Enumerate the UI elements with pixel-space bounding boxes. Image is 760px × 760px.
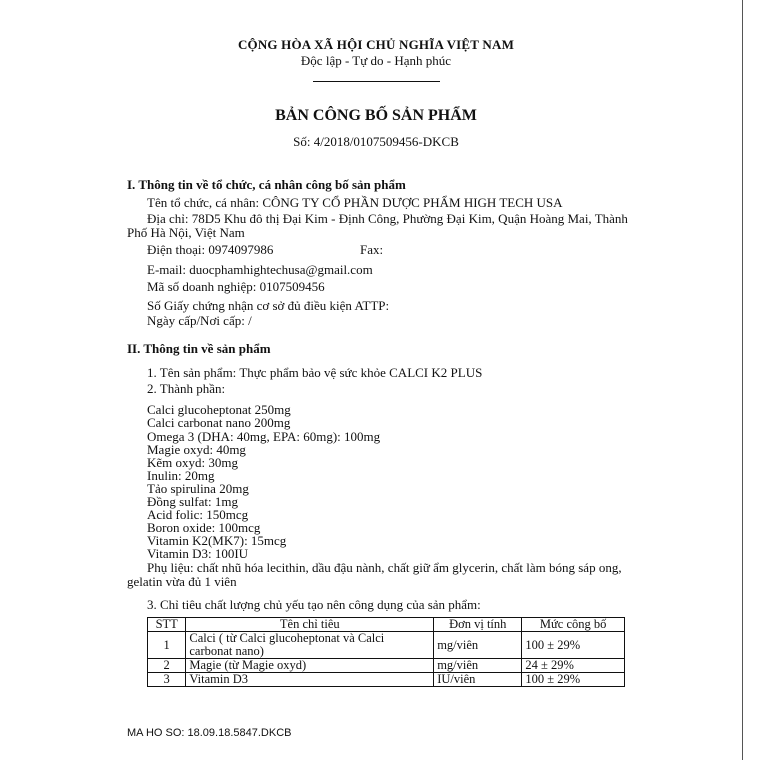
composition-label: 2. Thành phần: [147, 381, 226, 396]
excipients-line-1: Phụ liệu: chất nhũ hóa lecithin, dầu đậu nành, chất giữ ẩm glycerin, chất làm bóng sáp ong, [147, 560, 622, 575]
address-line-2: Phố Hà Nội, Việt Nam [127, 225, 245, 240]
address-line-1: Địa chỉ: 78D5 Khu đô thị Đại Kim - Định Công, Phường Đại Kim, Quận Hoàng Mai, Thành [147, 211, 628, 226]
cell-unit: IU/viên [434, 673, 522, 687]
document-number: Số: 4/2018/0107509456-DKCB [293, 134, 459, 149]
ingredient-item: Calci glucoheptonat 250mg [147, 402, 291, 417]
ingredient-item: Magie oxyd: 40mg [147, 442, 246, 457]
ingredient-item: Boron oxide: 100mcg [147, 520, 261, 535]
cell-level: 100 ± 29% [522, 632, 625, 659]
header-name: Tên chỉ tiêu [186, 618, 434, 632]
cell-stt: 3 [148, 673, 186, 687]
email: E-mail: duocphamhightechusa@gmail.com [147, 262, 373, 277]
section-1-heading: I. Thông tin về tổ chức, cá nhân công bố sản phẩm [127, 177, 406, 192]
table-header-row [148, 618, 625, 632]
phone: Điện thoại: 0974097986 [147, 242, 274, 257]
cell-stt: 1 [148, 632, 186, 659]
ingredient-item: Đồng sulfat: 1mg [147, 494, 238, 509]
cell-unit: mg/viên [434, 659, 522, 673]
ingredient-item: Vitamin D3: 100IU [147, 546, 249, 561]
ingredient-item: Omega 3 (DHA: 40mg, EPA: 60mg): 100mg [147, 429, 381, 444]
fax: Fax: [360, 242, 384, 257]
cell-name: Vitamin D3 [186, 673, 434, 687]
quality-label: 3. Chỉ tiêu chất lượng chủ yếu tạo nên công dụng của sản phẩm: [147, 597, 481, 612]
record-code: MA HO SO: 18.09.18.5847.DKCB [127, 727, 292, 739]
issue-date: Ngày cấp/Nơi cấp: / [147, 313, 252, 328]
section-2-heading: II. Thông tin về sản phẩm [127, 341, 271, 356]
cell-name: Calci ( từ Calci glucoheptonat và Calci carbonat nano) [186, 632, 434, 659]
table-row [148, 632, 625, 659]
excipients-line-2: gelatin vừa đủ 1 viên [127, 574, 237, 589]
org-name: Tên tổ chức, cá nhân: CÔNG TY CỔ PHẦN DƯỢC PHẨM HIGH TECH USA [147, 195, 563, 210]
ingredient-item: Vitamin K2(MK7): 15mcg [147, 533, 287, 548]
country-header: CỘNG HÒA XÃ HỘI CHỦ NGHĨA VIỆT NAM [237, 37, 515, 52]
cell-name: Magie (từ Magie oxyd) [186, 659, 434, 673]
quality-table [147, 617, 625, 687]
table-row [148, 659, 625, 673]
business-code: Mã số doanh nghiệp: 0107509456 [147, 279, 325, 294]
header-stt: STT [148, 618, 186, 632]
header-level: Mức công bố [522, 618, 625, 632]
ingredient-item: Tảo spirulina 20mg [147, 481, 249, 496]
header-unit: Đơn vị tính [434, 618, 522, 632]
ingredient-item: Acid folic: 150mcg [147, 507, 249, 522]
cell-level: 100 ± 29% [522, 673, 625, 687]
product-name: 1. Tên sản phẩm: Thực phẩm bảo vệ sức khỏe CALCI K2 PLUS [147, 365, 483, 380]
table-row [148, 673, 625, 687]
ingredient-item: Calci carbonat nano 200mg [147, 415, 291, 430]
motto: Độc lập - Tự do - Hạnh phúc [300, 53, 452, 68]
ingredient-item: Kẽm oxyd: 30mg [147, 455, 238, 470]
cell-unit: mg/viên [434, 632, 522, 659]
cell-level: 24 ± 29% [522, 659, 625, 673]
ingredient-item: Inulin: 20mg [147, 468, 215, 483]
header-divider [313, 81, 440, 82]
food-safety-cert: Số Giấy chứng nhận cơ sở đủ điều kiện ATTP: [147, 298, 390, 313]
document-title: BẢN CÔNG BỐ SẢN PHẨM [275, 107, 477, 124]
cell-stt: 2 [148, 659, 186, 673]
